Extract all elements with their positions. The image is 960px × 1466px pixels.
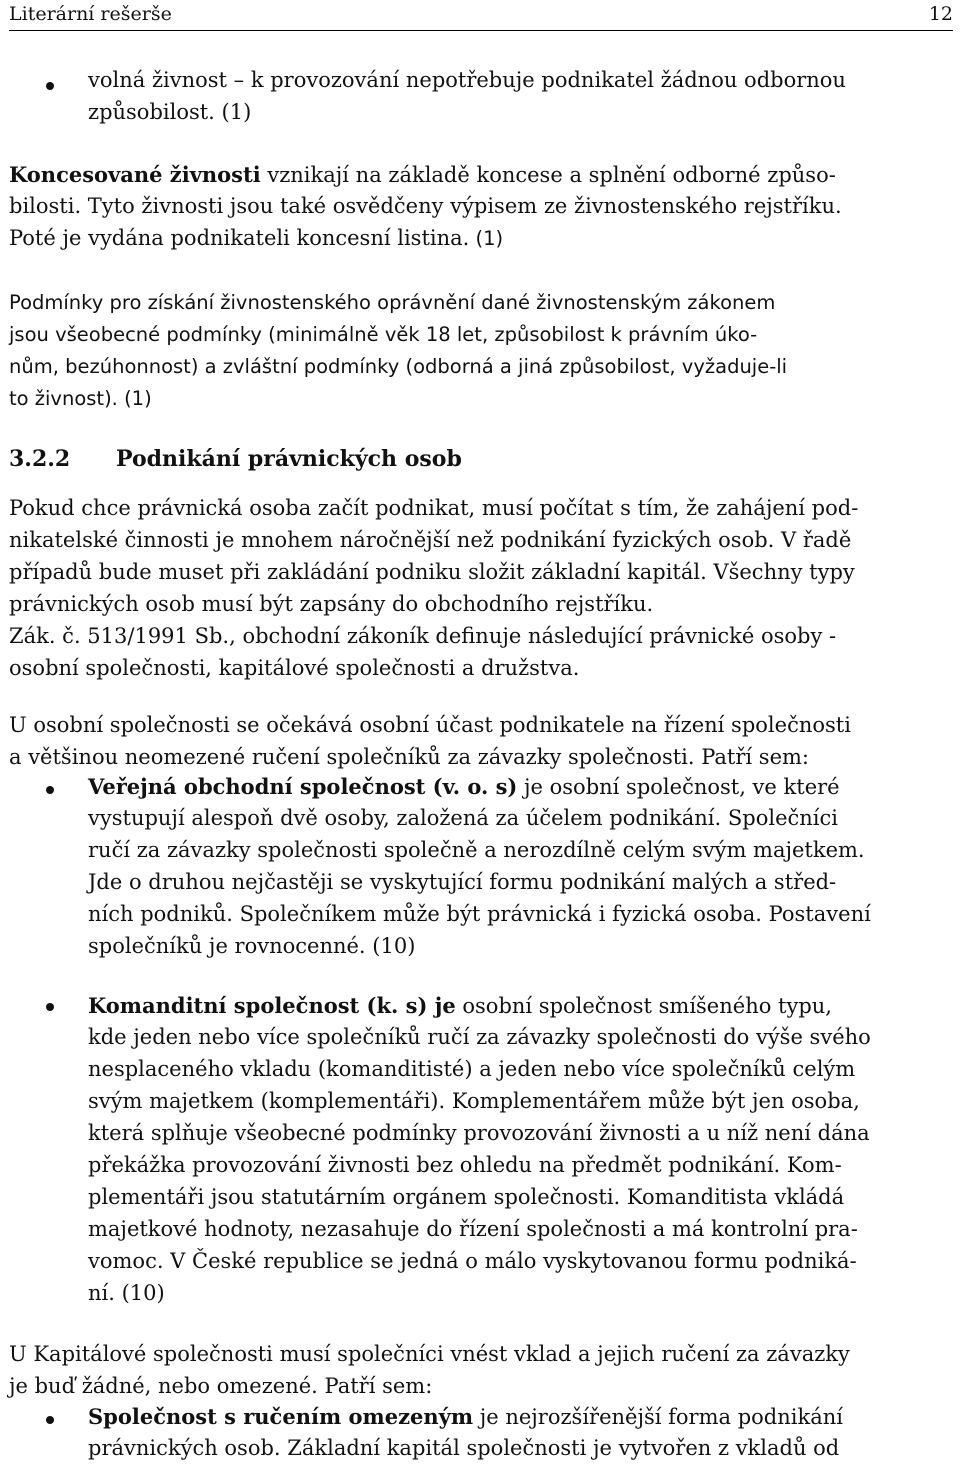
list-item-line: společníků je rovnocenné. (10) <box>88 934 416 958</box>
list-item-line: nesplaceného vkladu (komanditisté) a jeden nebo více společníků celým <box>88 1057 856 1081</box>
text-run: je nejrozšířenější forma podnikání <box>473 1405 843 1429</box>
bold-term: Koncesované živnosti <box>9 162 261 187</box>
paragraph-line <box>9 624 836 648</box>
paragraph-line: nikatelské činnosti je mnohem náročnější než podnikání fyzických osob. V řadě <box>9 528 852 552</box>
paragraph-line: případů bude muset při zakládání podniku složit základní kapitál. Všechny typy <box>9 560 855 584</box>
page-header <box>9 0 953 31</box>
list-item-line <box>88 774 840 799</box>
list-item-line <box>88 993 832 1018</box>
paragraph-line: U osobní společnosti se očekává osobní účast podnikatele na řízení společnosti <box>9 713 851 737</box>
list-item-line: ručí za závazky společnosti společně a nerozdílně celým svým majetkem. <box>88 838 865 862</box>
list-item-line: ních podniků. Společníkem může být právnická i fyzická osoba. Postavení <box>88 902 871 926</box>
list-item-line: majetkové hodnoty, nezasahuje do řízení společnosti a má kontrolní pra- <box>88 1217 858 1241</box>
paragraph-line: jsou všeobecné podmínky (minimálně věk 18 let, způsobilost k právním úko- <box>9 323 758 346</box>
paragraph-line: osobní společnosti, kapitálové společnosti a družstva. <box>9 656 580 680</box>
citation-ref: (1) <box>469 227 504 250</box>
paragraph-line <box>9 162 836 187</box>
list-item-line: která splňuje všeobecné podmínky provozování živnosti a u níž není dána <box>88 1121 870 1145</box>
list-item-line: vomoc. V České republice se jedná o málo vyskytovanou formu podniká- <box>88 1249 857 1273</box>
paragraph-line: a většinou neomezené ručení společníků za závazky společnosti. Patří sem: <box>9 745 809 769</box>
text-run: vznikají na základě koncese a splnění odborné způso- <box>260 163 836 187</box>
bold-term: Veřejná obchodní společnost (v. o. s) <box>88 774 518 799</box>
paragraph-line <box>9 226 503 250</box>
text-run: , obchodní zákoník definuje následující právnické osoby - <box>229 624 837 648</box>
paragraph-line: Pokud chce právnická osoba začít podnikat, musí počítat s tím, že zahájení pod- <box>9 496 859 520</box>
list-item-line: vystupují alespoň dvě osoby, založená za účelem podnikání. Společníci <box>88 806 838 830</box>
page-number: 12 <box>928 3 953 25</box>
body-line: způsobilost. (1) <box>88 100 252 124</box>
list-item-line: plementáři jsou statutárním orgánem společnosti. Komanditista vkládá <box>88 1185 845 1209</box>
paragraph-line: právnických osob musí být zapsány do obchodního rejstříku. <box>9 592 654 616</box>
paragraph-line: bilosti. Tyto živnosti jsou také osvědčeny výpisem ze živnostenského rejstříku. <box>9 194 842 218</box>
list-item-line: právnických osob. Základní kapitál společnosti je vytvořen z vkladů od <box>88 1436 840 1460</box>
paragraph-line: Podmínky pro získání živnostenského oprávnění dané živnostenským zákonem <box>9 291 776 314</box>
text-run: osobní společnost smíšeného typu, <box>455 994 832 1018</box>
bullet-icon <box>46 786 54 794</box>
paragraph-line: to živnost). (1) <box>9 387 152 410</box>
bold-term: Komanditní společnost (k. s) je <box>88 993 456 1018</box>
law-reference: Zák. č. 513/1991 Sb. <box>9 624 230 648</box>
list-item-line: kde jeden nebo více společníků ručí za závazky společnosti do výše svého <box>88 1025 871 1049</box>
bold-term: Společnost s ručením omezeným <box>88 1404 474 1429</box>
bullet-icon <box>46 82 54 90</box>
list-item-line: svým majetkem (komplementáři). Komplementářem může být jen osoba, <box>88 1089 860 1113</box>
paragraph-line: je buď žádné, nebo omezené. Patří sem: <box>9 1374 433 1398</box>
list-item-line: ní. (10) <box>88 1281 165 1305</box>
list-item-line: překážka provozování živnosti bez ohledu na předmět podnikání. Kom- <box>88 1153 842 1177</box>
bullet-icon <box>46 1003 54 1011</box>
text-run: Poté je vydána podnikateli koncesní listina. <box>9 226 470 250</box>
text-run: je osobní společnost, ve které <box>517 775 840 799</box>
section-title: Podnikání právnických osob <box>116 446 462 472</box>
body-line: volná živnost – k provozování nepotřebuje podnikatel žádnou odbornou <box>88 68 846 92</box>
paragraph-line: nům, bezúhonnost) a zvláštní podmínky (odborná a jiná způsobilost, vyžaduje-li <box>9 355 788 378</box>
list-item-line <box>88 1404 843 1429</box>
header-title: Literární rešerše <box>9 3 172 25</box>
bullet-icon <box>46 1416 54 1424</box>
list-item-line: Jde o druhou nejčastěji se vyskytující formu podnikání malých a střed- <box>88 870 837 894</box>
paragraph-line: U Kapitálové společnosti musí společníci vnést vklad a jejich ručení za závazky <box>9 1342 850 1366</box>
section-number: 3.2.2 <box>9 446 71 472</box>
